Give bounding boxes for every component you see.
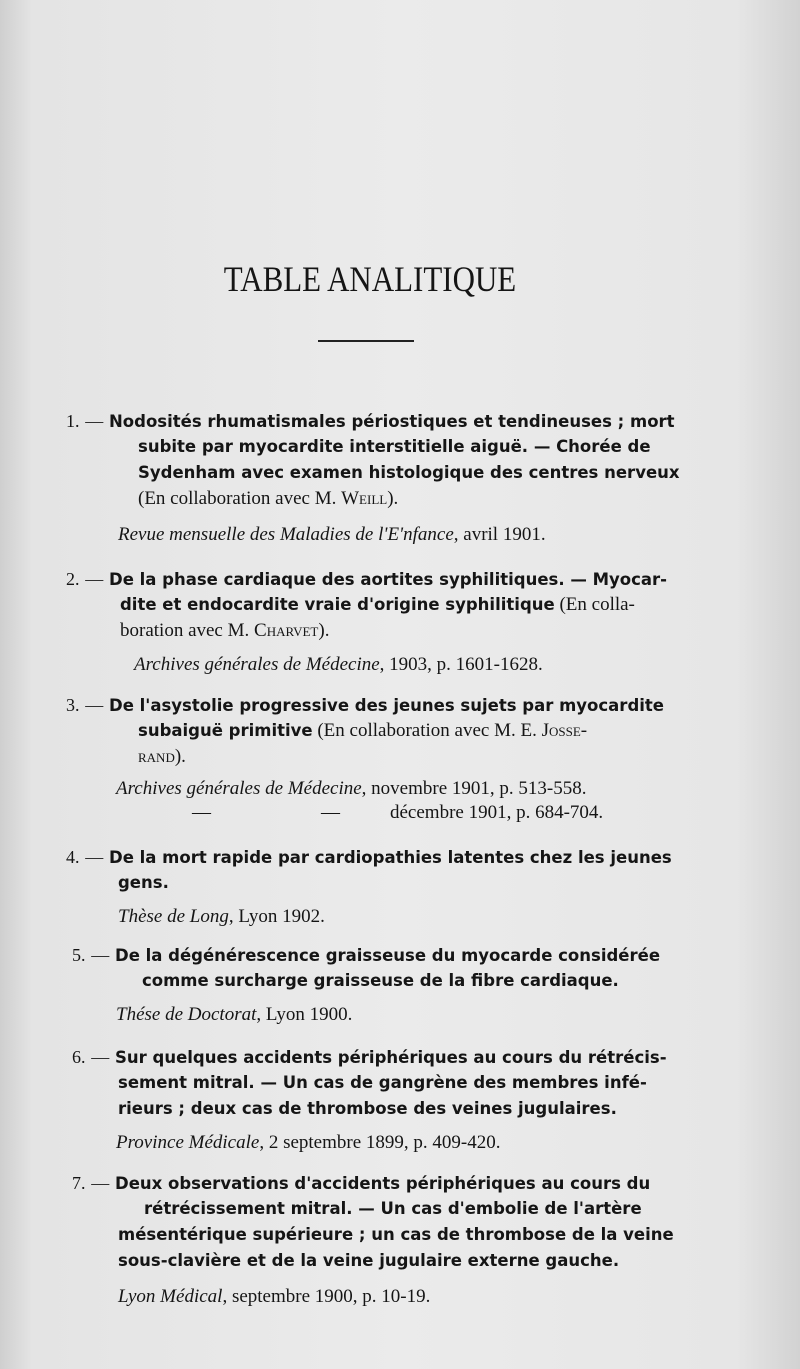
reference-details: décembre 1901, p. 684-704. bbox=[390, 802, 604, 823]
entry-number: 7. bbox=[72, 1173, 86, 1193]
journal-name: Province Médicale bbox=[116, 1132, 260, 1153]
journal-name: Thése de Doctorat bbox=[116, 1004, 257, 1025]
entry-dash: — bbox=[85, 695, 104, 715]
author-name: Charvet bbox=[254, 620, 319, 641]
entry-title-text: De la dégénérescence graisseuse du myocarde considérée bbox=[115, 946, 661, 965]
entry-dash: — bbox=[85, 847, 104, 867]
entry-collaboration: (En colla- bbox=[554, 594, 635, 615]
reference-details: , 1903, p. 1601-1628. bbox=[379, 654, 543, 675]
bleed-through-text bbox=[70, 178, 74, 198]
entry-number: 5. bbox=[72, 945, 86, 965]
author-name: Weill bbox=[341, 488, 388, 509]
reference-details: , Lyon 1900. bbox=[256, 1004, 353, 1025]
author-name: rand bbox=[138, 746, 175, 767]
entry-reference bbox=[118, 524, 546, 546]
entry-reference-continued bbox=[192, 802, 603, 824]
entry-number: 2. bbox=[66, 569, 80, 589]
entry-dash: — bbox=[91, 1047, 110, 1067]
entry-title-text: rétrécissement mitral. — Un cas d'embolie de l'artère bbox=[144, 1199, 642, 1218]
entry-title-text: sement mitral. — Un cas de gangrène des membres infé- bbox=[118, 1073, 647, 1092]
entry-reference bbox=[116, 778, 586, 800]
title-underline bbox=[318, 340, 414, 342]
entry-dash: — bbox=[85, 411, 104, 431]
entry-title-line bbox=[120, 594, 635, 616]
entry-title-text: subite par myocardite interstitielle aiguë. — Chorée de bbox=[138, 437, 651, 456]
entry-collaboration: rand). bbox=[138, 746, 186, 767]
entry-title-text: sous-clavière et de la veine jugulaire externe gauche. bbox=[118, 1251, 620, 1270]
entry-title-text: Sydenham avec examen histologique des centres nerveux bbox=[138, 463, 680, 482]
reference-details: , novembre 1901, p. 513-558. bbox=[361, 778, 587, 799]
entry-title-text: mésentérique supérieure ; un cas de thrombose de la veine bbox=[118, 1225, 674, 1244]
entry-number: 6. bbox=[72, 1047, 86, 1067]
entry-heading-line bbox=[66, 568, 667, 591]
entry-dash: — bbox=[91, 1173, 110, 1193]
entry-title-text: subaiguë primitive bbox=[138, 721, 313, 740]
entry-reference bbox=[134, 654, 543, 676]
entry-dash: — bbox=[85, 569, 104, 589]
entry-heading-line bbox=[66, 410, 686, 433]
entry-collaboration: boration avec M. Charvet). bbox=[120, 620, 330, 641]
entry-title-text: dite et endocardite vraie d'origine syphilitique bbox=[120, 595, 555, 614]
entry-collaboration: (En collaboration avec M. Weill). bbox=[138, 488, 399, 509]
entry-title-text: De l'asystolie progressive des jeunes sujets par myocardite bbox=[109, 696, 664, 715]
page-title: TABLE ANALITIQUE bbox=[223, 259, 517, 299]
entry-title-text: De la phase cardiaque des aortites syphilitiques. — Myocar- bbox=[109, 570, 668, 589]
reference-details: , Lyon 1902. bbox=[228, 906, 325, 927]
journal-name: Thèse de Long bbox=[118, 906, 229, 927]
entry-title-text: gens. bbox=[118, 873, 169, 892]
author-name: Josse- bbox=[541, 720, 588, 741]
entry-reference bbox=[116, 1004, 352, 1026]
entry-dash: — bbox=[91, 945, 110, 965]
journal-name: Lyon Médical bbox=[118, 1286, 223, 1307]
reference-details: , 2 septembre 1899, p. 409-420. bbox=[259, 1132, 501, 1153]
entry-collaboration: (En collaboration avec M. E. bbox=[312, 720, 542, 741]
entry-title-line bbox=[138, 720, 587, 742]
ditto-dash: — bbox=[192, 802, 211, 823]
entry-heading-line bbox=[72, 1046, 667, 1069]
entry-title-text: Sur quelques accidents périphériques au cours du rétrécis- bbox=[115, 1048, 667, 1067]
journal-name: Revue mensuelle des Maladies de l'E'nfance bbox=[118, 524, 454, 545]
entry-title-text: Nodosités rhumatismales périostiques et tendineuses ; mort bbox=[109, 412, 675, 431]
entry-title-text: rieurs ; deux cas de thrombose des veines jugulaires. bbox=[118, 1099, 617, 1118]
entry-number: 4. bbox=[66, 847, 80, 867]
entry-heading-line bbox=[72, 944, 660, 967]
entry-reference bbox=[116, 1132, 500, 1154]
entry-heading-line bbox=[66, 846, 672, 869]
entry-title-text: Deux observations d'accidents périphériques au cours du bbox=[115, 1174, 651, 1193]
entry-heading-line bbox=[72, 1172, 650, 1195]
entry-reference bbox=[118, 906, 325, 928]
journal-name: Archives générales de Médecine bbox=[134, 654, 380, 675]
entry-title-text: comme surcharge graisseuse de la fibre cardiaque. bbox=[142, 971, 619, 990]
entry-reference bbox=[118, 1286, 430, 1308]
reference-details: , septembre 1900, p. 10-19. bbox=[222, 1286, 431, 1307]
entry-heading-line bbox=[66, 694, 664, 717]
entry-number: 3. bbox=[66, 695, 80, 715]
ditto-dash: — bbox=[321, 802, 340, 823]
reference-details: , avril 1901. bbox=[453, 524, 546, 545]
entry-number: 1. bbox=[66, 411, 80, 431]
entry-title-text: De la mort rapide par cardiopathies latentes chez les jeunes bbox=[109, 848, 672, 867]
journal-name: Archives générales de Médecine bbox=[116, 778, 362, 799]
